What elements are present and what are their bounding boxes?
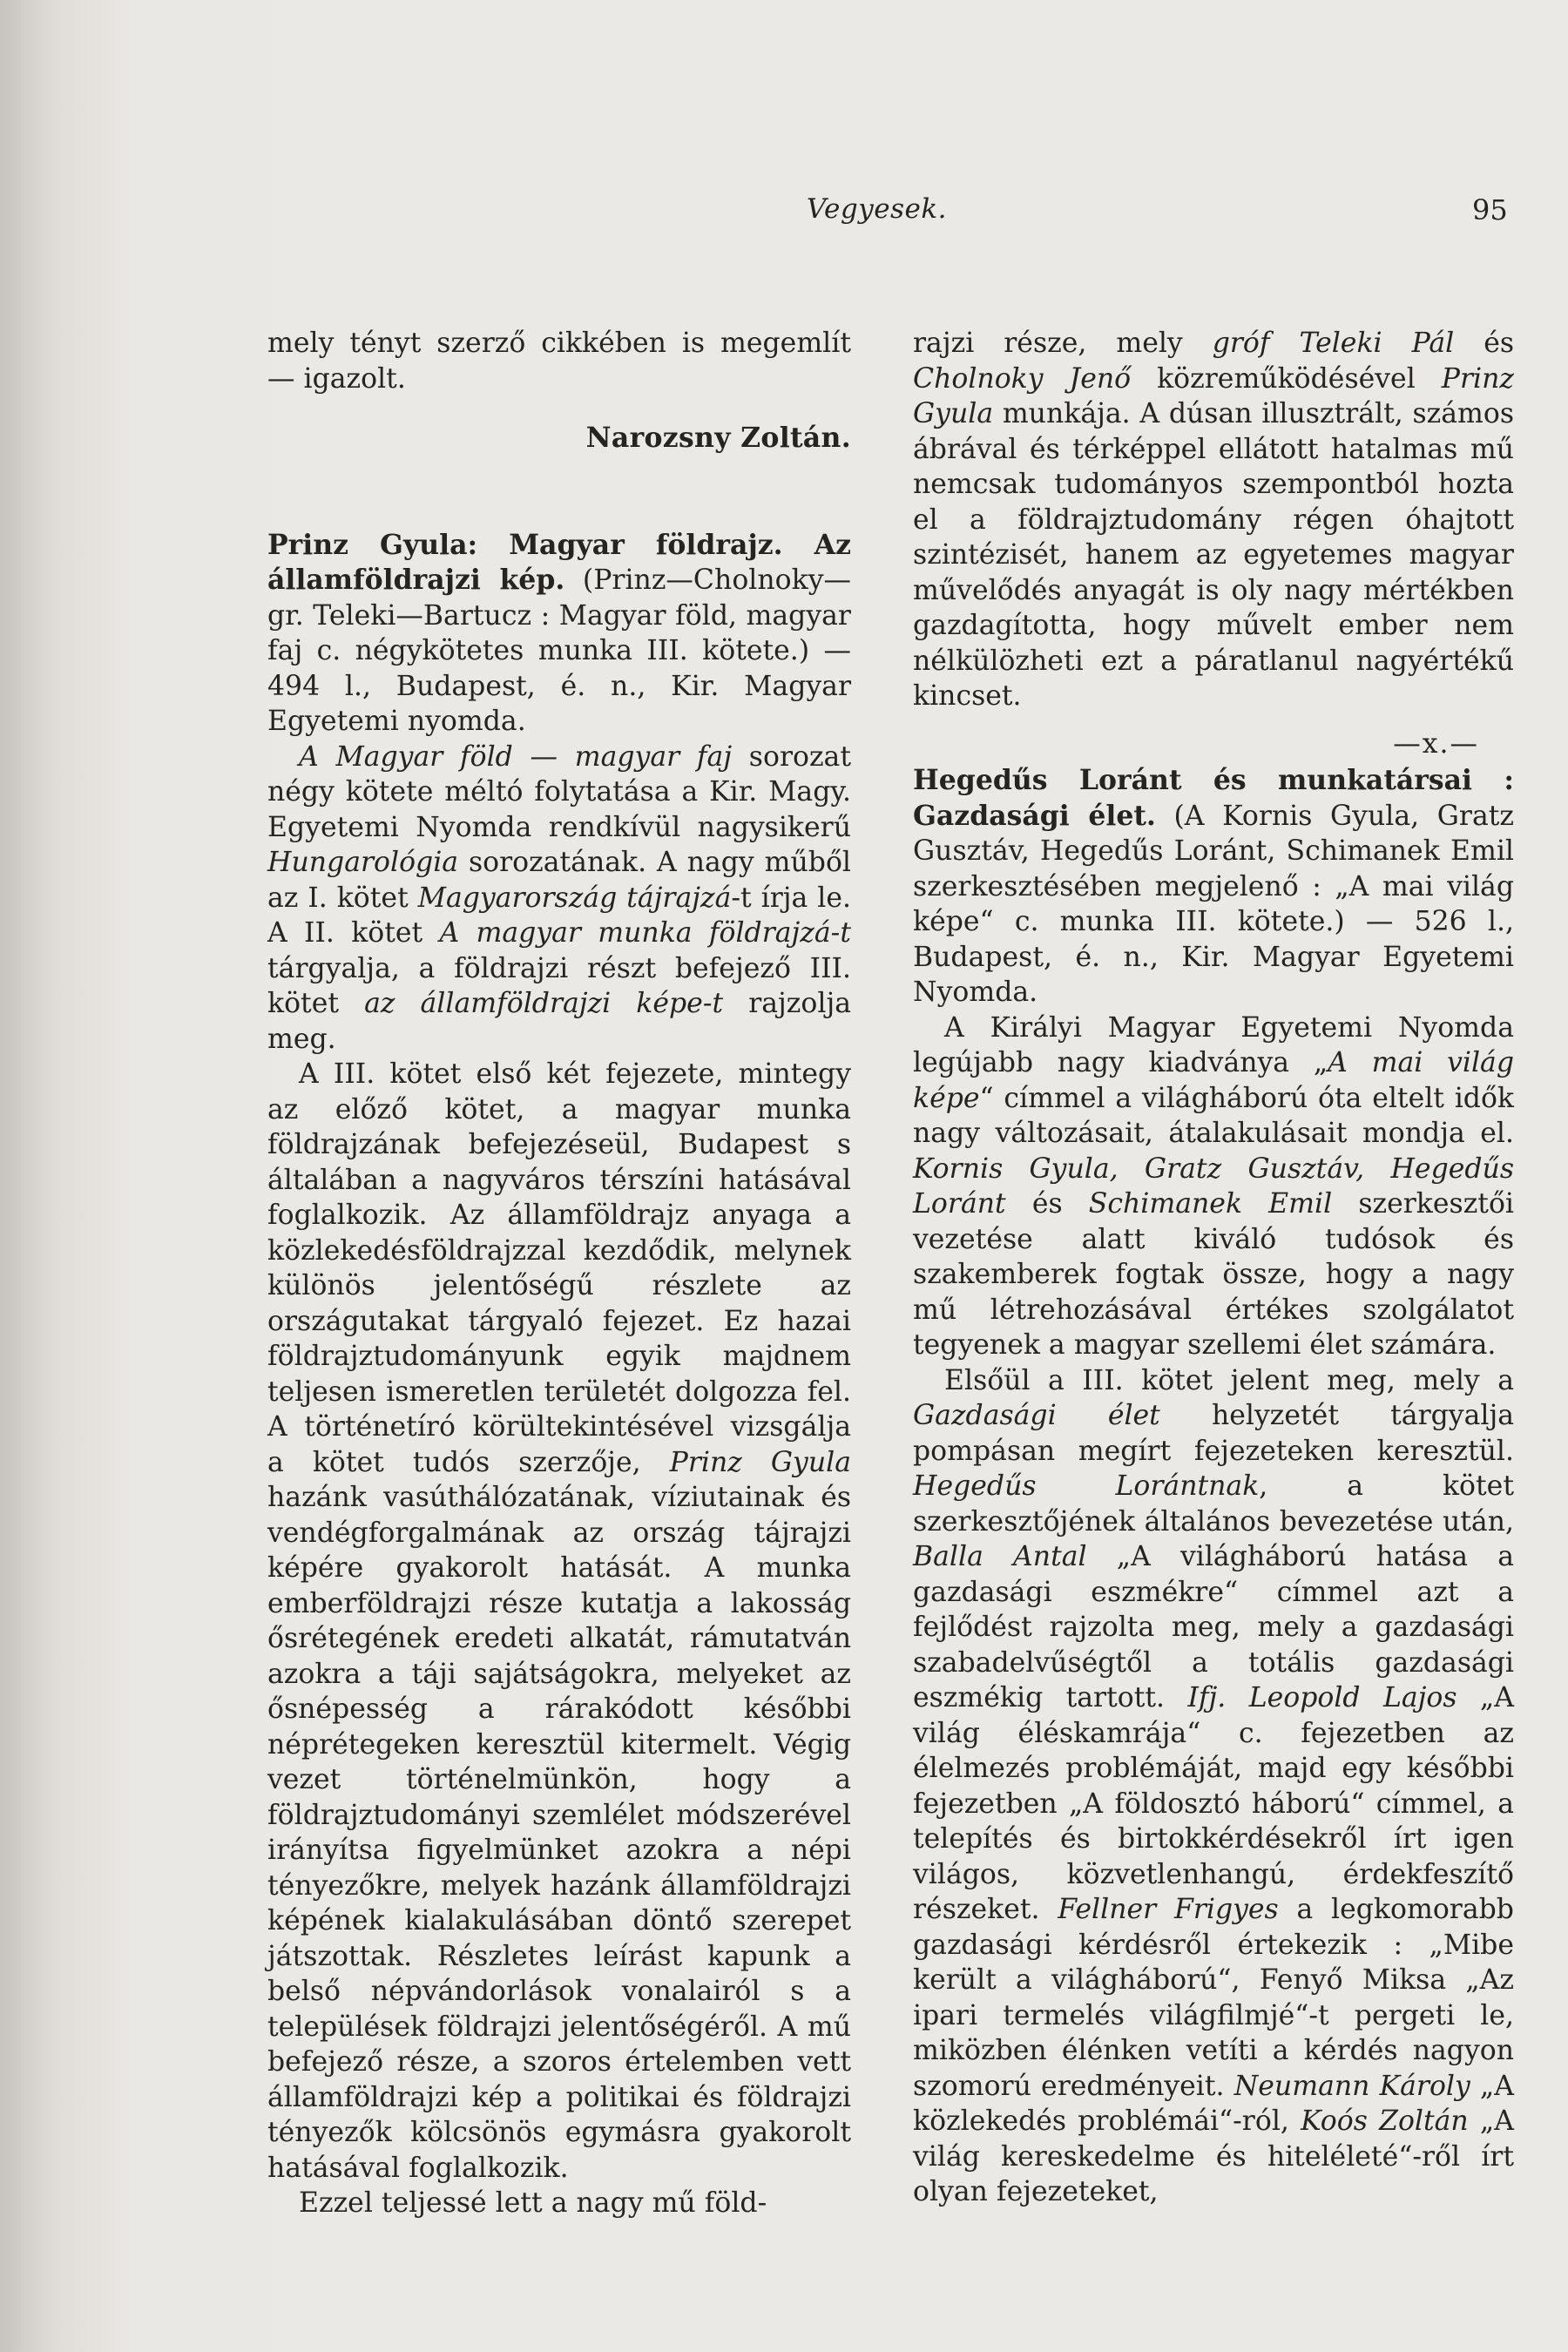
text-span: , a kötet szerkesztőjének általános bevezetése után, [913,1470,1514,1538]
text-span: hazánk vasúthálózatának, víziutainak és vendégforgalmának az ország tájrajzi képére gyakorolt hatását. A munka emberföldrajzi része kutatja a lakosság ősrétegének eredeti alkatát, rámutatván azokra a táji sajátságokra, melyeket az ősnépesség a rárakódott későbbi néprétegeken keresztül kitermelt. Végig vezet történelmünkön, hogy a földrajztudományi szemlélet módszerével irányítsa figyelmünket azokra a népi tényezőkre, melyek hazánk államföldrajzi képének kialakulásában döntő szerepet játszottak. Részletes leírást kapunk a belső népvándorlások vonalairól s a települések földrajzi jelentőségéről. A mű befejező része, a szoros értelemben vett államföldrajzi kép a politikai és földrajzi tényezők kölcsönös egymásra gyakorolt hatásával foglalkozik. [267,1482,851,2184]
text-span: Elsőül a III. kötet jelent meg, mely a [944,1364,1514,1396]
italic-span: A mai világ képe [913,1047,1514,1114]
paragraph [913,1010,1514,1363]
italic-span: Ifj. Leopold Lajos [1187,1682,1457,1713]
italic-span: Gazdasági élet [913,1400,1160,1431]
review-heading-prinz [267,528,851,740]
text-span: és [1005,1188,1089,1220]
text-span: tárgyalja, a földrajzi részt befejező III. kötet [267,952,851,1019]
italic-span: Koós Zoltán [1301,2105,1469,2137]
italic-span: Hungarológia [267,847,459,878]
text-span: „A világháború hatása a gazdasági eszmékre“ címmel azt a fejlődést rajzolta meg, mely a gazdasági szabadelvűségtől a totális gazdasági eszmékig tartott. [913,1541,1514,1713]
text-span: „A világ kereskedelme és hiteléleté“-ről írt olyan fejezeteket, [913,2105,1514,2207]
text-span: munkája. A dúsan illusztrált, számos ábrával és térképpel ellátott hatalmas mű nemcsak tudományos szempontból hozta el a földrajztudomány régen óhajtott szintézisét, hanem az egyetemes magyar művelődés anyagát is oly nagy mértékben gazdagította, hogy művelt ember nem nélkülözheti ezt a páratlanul nagyértékű kincset. [913,398,1514,712]
text-span: rajzi része, mely [913,328,1213,359]
author-signature: Narozsny Zoltán. [585,422,851,454]
left-column [267,326,851,2221]
review-biblio: (A Kornis Gyula, Gratz Gusztáv, Hegedűs Loránt, Schimanek Emil szerkesztésében megjelenő : „A mai világ képe“ c. munka III. kötete.) — 526 l., Budapest, é. n., Kir. Magyar Egyetemi Nyomda. [913,800,1514,1008]
italic-span: Magyarország tájrajzá [417,882,732,914]
paragraph [267,740,851,1058]
review-title: Hegedűs Loránt és munkatársai : Gazdasági élet. [913,764,1514,832]
text-span: A Királyi Magyar Egyetemi Nyomda legújabb nagy kiadványa „ [913,1011,1514,1078]
italic-span: Prinz Gyula [913,362,1514,429]
review-biblio: (Prinz—Cholnoky—gr. Teleki—Bartucz : Magyar föld, magyar faj c. négykötetes munka III. kötete.) — 494 l., Budapest, é. n., Kir. Magyar Egyetemi nyomda. [267,564,851,737]
text-span: „A világ éléskamrája“ c. fejezetben az élelmezés problémáját, majd egy későbbi fejezetben „A földosztó háború“ címmel, a telepítés és birtokkérdésekről írt igen világos, közvetlenhangú, érdekfeszítő részeket. [913,1682,1514,1925]
text-span: A III. kötet első két fejezete, mintegy az előző kötet, a magyar munka földrajzának befejezéseül, Budapest s általában a nagyváros térszíni hatásával foglalkozik. Az államföldrajz anyaga a közlekedésföldrajzzal kezdődik, melynek különös jelentőségű részlete az országutakat tárgyaló fejezet. Ez hazai földrajztudományunk egyik majdnem teljesen ismeretlen területét dolgozza fel. A történetíró körültekintésével vizsgálja a kötet tudós szerzője, [267,1058,851,1478]
right-column [913,326,1514,2210]
author-signature: —x.— [1393,727,1479,760]
text-span: sorozat négy kötete méltó folytatása a Kir. Magy. Egyetemi Nyomda rendkívül nagysikerű [267,740,851,843]
text-span: -t írja le. A II. kötet [267,882,851,949]
paragraph [913,326,1514,714]
text-span: „A közlekedés problémái“-ról, [913,2070,1514,2137]
italic-span: Balla Antal [913,1541,1087,1572]
italic-span: Schimanek Emil [1088,1188,1333,1220]
page-number: 95 [1472,193,1508,226]
italic-span: A Magyar föld — magyar faj [299,740,733,773]
italic-span: Kornis Gyula, Gratz Gusztáv, Hegedűs Loránt [913,1152,1514,1220]
text-span: “ címmel a világháború óta eltelt idők nagy változásait, átalakulásait mondja el. [913,1082,1514,1149]
italic-span: Hegedűs Lorántnak [913,1470,1260,1502]
text-span: és [1454,328,1514,359]
text-span: rajzolja meg. [267,988,851,1055]
text-span: szerkesztői vezetése alatt kiváló tudósok és szakemberek fogtak össze, hogy a nagy mű létrehozásával értékes szolgálatot tegyenek a magyar szellemi élet számára. [913,1188,1514,1361]
text-span: a legkomorabb gazdasági kérdésről értekezik : „Mibe került a világháború“, Fenyő Miksa „Az ipari termelés világfilmjé“-t pergeti le, miközben élénken vetíti a kérdés nagyon szomorú eredményeit. [913,1894,1514,2102]
italic-span: Cholnoky Jenő [913,362,1132,395]
paragraph [913,1363,1514,2210]
italic-span: gróf Teleki Pál [1212,328,1455,359]
paragraph [267,1057,851,2186]
text-span: helyzetét tárgyalja pompásan megírt fejezeteken keresztül. [913,1400,1514,1467]
italic-span: az államföldrajzi képe-t [364,988,724,1019]
running-title: Vegyesek. [807,193,947,225]
italic-span: Neumann Károly [1233,2070,1470,2102]
paragraph: Ezzel teljessé lett a nagy mű föld- [299,2187,767,2219]
text-span: sorozatának. A nagy műből az I. kötet [267,847,851,914]
review-title: Prinz Gyula: Magyar földrajz. Az államföldrajzi kép. [267,528,851,596]
review-heading-hegedus [913,763,1514,1010]
intro-paragraph: mely tényt szerző cikkében is megemlít — igazolt. [267,328,851,395]
text-span: közreműködésével [1131,362,1442,395]
italic-span: Fellner Frigyes [1058,1894,1279,1925]
italic-span: A magyar munka földrajzá-t [439,917,851,949]
italic-span: Prinz Gyula [669,1446,851,1478]
